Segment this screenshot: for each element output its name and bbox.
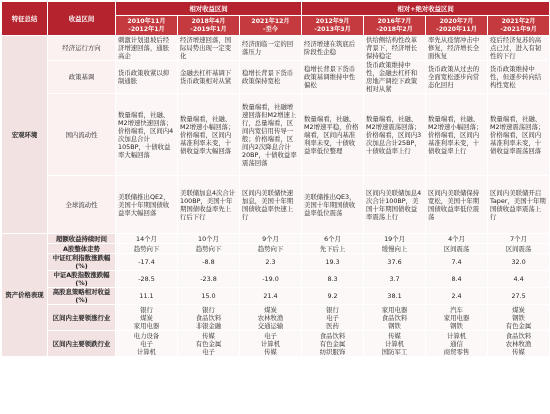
row-label: A股整体走势 — [48, 244, 116, 254]
table-cell: 19.3 — [302, 254, 364, 271]
table-cell: 7.4 — [426, 254, 488, 271]
table-cell: 8.3 — [302, 271, 364, 288]
table-cell: 供给侧结构性改革背景下，经济增长保持稳定 — [364, 36, 426, 61]
row-label: 政策基调 — [48, 61, 116, 94]
table-cell: 趋势向下 — [178, 244, 240, 254]
table-cell: 美联储推出QE2，美国十年期国债收益率大幅回落 — [116, 176, 178, 234]
table-cell: 4.4 — [488, 271, 550, 288]
row-label: 中证红利指数涨跌幅(%) — [48, 254, 116, 271]
table-cell: 银行 食品饮料 非银金融 — [178, 305, 240, 331]
table-cell: 先下后上 — [302, 244, 364, 254]
table-cell: 14个月 — [116, 234, 178, 244]
period-header: 2021年2月 -2021年9月 — [488, 16, 550, 36]
strategy-comparison-table — [1, 1, 550, 357]
table-cell: 汽车 家用电器 钢铁 — [426, 305, 488, 331]
table-cell: 数量端看，社融、M2增速小幅回落；价格端看，区间内基准利率未变，十债收益率大幅回落 — [178, 94, 240, 176]
row-label: 超额收益持续时间 — [48, 234, 116, 244]
macro-group-label: 宏观环境 — [2, 36, 48, 234]
table-cell: 7个月 — [488, 234, 550, 244]
table-cell: 煤炭 钢铁 有色金属 — [488, 305, 550, 331]
table-cell: 4个月 — [426, 234, 488, 244]
relative-return-group-header: 相对收益区间 — [116, 2, 302, 16]
asset-row-a-share-index — [2, 271, 550, 288]
table-cell: 经济增速在筑底后阶段性企稳 — [302, 36, 364, 61]
period-header: 2010年11月 -2012年1月 — [116, 16, 178, 36]
table-cell: -28.5 — [116, 271, 178, 288]
row-label: 全球流动性 — [48, 176, 116, 234]
macro-row-policy — [2, 61, 550, 94]
table-cell: 2.4 — [426, 288, 488, 305]
table-cell: 15.0 — [178, 288, 240, 305]
period-header: 2012年9月 -2013年3月 — [302, 16, 364, 36]
table-cell: 数量端看，社融、M2增速震荡回落；价格端看，区间内3次加息合计25BP，十债收益率上行 — [364, 94, 426, 176]
table-cell: 货币政策从过去的全面宽松逐步向常态化回归 — [426, 61, 488, 94]
table-cell: 6个月 — [302, 234, 364, 244]
period-header: 2021年12月 -至今 — [240, 16, 302, 36]
table-cell: 刺激计划退坡后经济增速回落，通胀高企 — [116, 36, 178, 61]
table-cell: 稳增长背景下货币政策保持宽松 — [240, 61, 302, 94]
table-cell: 区间震荡 — [426, 244, 488, 254]
table-cell: 货币政策收紧以抑制通胀 — [116, 61, 178, 94]
table-cell: 27.5 — [488, 288, 550, 305]
table-cell: 9.2 — [302, 288, 364, 305]
table-cell: 2.3 — [240, 254, 302, 271]
period-label-header: 收益区间 — [48, 2, 116, 36]
table-cell: 区间内美联储开启Taper，美国十年期国债收益率震荡上行 — [488, 176, 550, 234]
table-cell: 21.4 — [240, 288, 302, 305]
table-cell: 率先从疫情冲击中修复，经济增长全面恢复 — [426, 36, 488, 61]
table-cell: 缓慢向上 — [364, 244, 426, 254]
table-cell: 传媒 计算机 国防军工 — [364, 331, 426, 357]
table-cell: 趋势向下 — [116, 244, 178, 254]
row-label: 国内流动性 — [48, 94, 116, 176]
table-cell: 食品饮料 有色金属 纺织服饰 — [302, 331, 364, 357]
table-cell: 区间内美联储加息4次合计100BP，美国十年期国债收益率震荡上行 — [364, 176, 426, 234]
table-cell: 32.0 — [488, 254, 550, 271]
table-cell: 11.1 — [116, 288, 178, 305]
table-cell: 货币政策维持中性，但逐步转向结构性宽松 — [488, 61, 550, 94]
table-cell: 银行 煤炭 家用电器 — [116, 305, 178, 331]
table-cell: -8.8 — [178, 254, 240, 271]
period-header: 2020年7月 -2020年11月 — [426, 16, 488, 36]
table-cell: 区间内美联储保持宽松，美国十年期国债收益率低位震荡 — [426, 176, 488, 234]
row-label: 区间内主要领涨行业 — [48, 305, 116, 331]
macro-row-economy — [2, 36, 550, 61]
table-cell: 传媒 有色金属 电子 — [178, 331, 240, 357]
table-cell: 数量端看，社融、M2增速快速回落；价格端看，区间内4次加息合计105BP，十债收益率大幅回落 — [116, 94, 178, 176]
table-cell: 计算机 通信 商贸零售 — [426, 331, 488, 357]
table-cell: 19个月 — [364, 234, 426, 244]
table-cell: 经济面临一定的回落压力 — [240, 36, 302, 61]
table-cell: 8.4 — [426, 271, 488, 288]
macro-row-global-liquidity — [2, 176, 550, 234]
table-cell: 38.1 — [364, 288, 426, 305]
table-cell: 电力设备 电子 计算机 — [116, 331, 178, 357]
table-cell: 经济增速回落，国际局势出现一定变化 — [178, 36, 240, 61]
table-cell: 食品饮料 农林牧渔 传媒 — [488, 331, 550, 357]
table-cell: -19.0 — [240, 271, 302, 288]
row-label: 经济运行方向 — [48, 36, 116, 61]
table-cell: 数量端看，社融、M2增速平稳，价格端看，区间内基准利率未变，十债收益率低位整理 — [302, 94, 364, 176]
row-label: 高股息策略相对收益(%) — [48, 288, 116, 305]
table-cell: 煤炭 农林牧渔 交通运输 — [240, 305, 302, 331]
row-label: 区间内主要领跌行业 — [48, 331, 116, 357]
table-cell: 美联储推出QE3，美国十年期国债收益率低位震荡 — [302, 176, 364, 234]
row-label: 中证A股指数涨跌幅(%) — [48, 271, 116, 288]
asset-row-lagging-sectors — [2, 331, 550, 357]
table-cell: 金融去杠杆基调下货币政策相对从紧 — [178, 61, 240, 94]
table-cell: 家用电器 食品饮料 钢铁 — [364, 305, 426, 331]
table-cell: 疫后经济复苏的高点已过，进入有韧性的下行 — [488, 36, 550, 61]
asset-row-trend — [2, 244, 550, 254]
table-cell: -23.8 — [178, 271, 240, 288]
table-cell: 趋势向下 — [240, 244, 302, 254]
table-cell: 区间内美联储快速加息，美国十年期国债收益率快速上行 — [240, 176, 302, 234]
table-cell: 3.7 — [364, 271, 426, 288]
absolute-return-group-header: 相对+绝对收益区间 — [302, 2, 550, 16]
table-cell: 数量端看，社融增速回落但M2增速上行，总量端看，区间内宽信用传导一般；价格端看，区间内2次降息合计20BP，十债收益率震荡回落 — [240, 94, 302, 176]
asset-row-leading-sectors — [2, 305, 550, 331]
table-cell: 数量端看，社融、M2增速震荡回落；价格端看，区间内基准利率未变，十债收益率震荡回落 — [488, 94, 550, 176]
table-cell: 10个月 — [178, 234, 240, 244]
table-cell: 货币政策维持中性，金融去杠杆和房地产调控下政策相对从紧 — [364, 61, 426, 94]
period-header: 2018年4月 -2019年1月 — [178, 16, 240, 36]
asset-row-dividend-index — [2, 254, 550, 271]
table-cell: 数量端看，社融、M2增速小幅回落；价格端看，区间内基准利率未变，十债收益率上行 — [426, 94, 488, 176]
table-cell: 稳增长背景下货币政策基调维持中性偏松 — [302, 61, 364, 94]
table-cell: 37.6 — [364, 254, 426, 271]
asset-row-duration — [2, 234, 550, 244]
period-header: 2016年7月 -2018年2月 — [364, 16, 426, 36]
asset-group-label: 资产价格表现 — [2, 234, 48, 357]
table-cell: 银行 电子 医药 — [302, 305, 364, 331]
table-cell: 区间震荡 — [488, 244, 550, 254]
macro-row-domestic-liquidity — [2, 94, 550, 176]
feature-summary-header: 特征总结 — [2, 2, 48, 36]
table-cell: 9个月 — [240, 234, 302, 244]
table-cell: 美联储加息4次合计100BP，美国十年期国债收益率先上行后下行 — [178, 176, 240, 234]
table-cell: -17.4 — [116, 254, 178, 271]
table-cell: 电子 计算机 传媒 — [240, 331, 302, 357]
asset-row-relative-return — [2, 288, 550, 305]
